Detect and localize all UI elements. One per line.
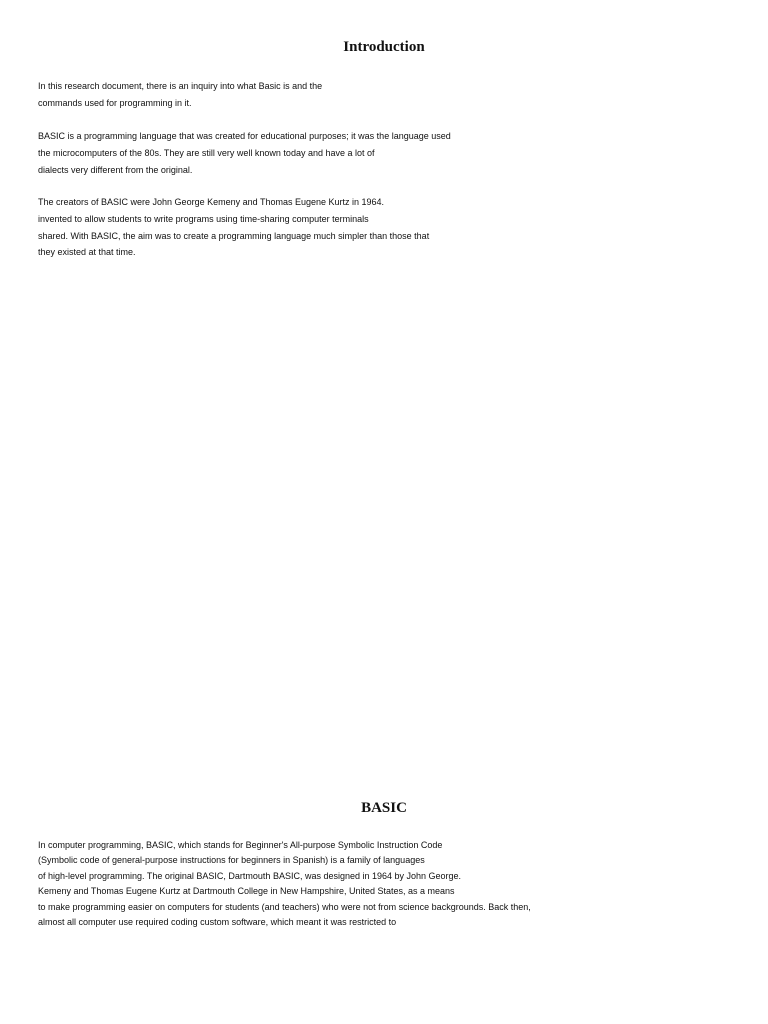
- text-line: almost all computer use required coding custom software, which meant it was restricted to: [38, 917, 397, 928]
- text-line: to make programming easier on computers for students (and teachers) who were not from science backgrounds. Back then,: [38, 901, 531, 912]
- introduction-heading: Introduction: [343, 39, 425, 55]
- intro-paragraph-3: [38, 194, 766, 261]
- text-line: dialects very different from the original.: [38, 164, 193, 175]
- text-line: commands used for programming in it.: [38, 97, 192, 108]
- text-line: of high-level programming. The original BASIC, Dartmouth BASIC, was designed in 1964 by John George.: [38, 870, 462, 881]
- text-line: invented to allow students to write programs using time-sharing computer terminals: [38, 213, 369, 224]
- introduction-body-2: [38, 128, 766, 178]
- text-line: In computer programming, BASIC, which stands for Beginner's All-purpose Symbolic Instruction Code: [38, 840, 443, 850]
- text-line: BASIC is a programming language that was created for educational purposes; it was the language used: [38, 131, 451, 141]
- text-line: (Symbolic code of general-purpose instructions for beginners in Spanish) is a family of languages: [38, 855, 425, 866]
- basic-heading: BASIC: [361, 800, 407, 816]
- text-line: Kemeny and Thomas Eugene Kurtz at Dartmouth College in New Hampshire, United States, as a means: [38, 886, 455, 897]
- text-line: The creators of BASIC were John George Kemeny and Thomas Eugene Kurtz in 1964.: [38, 197, 385, 207]
- text-line: shared. With BASIC, the aim was to create a programming language much simpler than those that: [38, 230, 430, 241]
- intro-paragraph-1: [38, 78, 766, 112]
- text-line: the microcomputers of the 80s. They are still very well known today and have a lot of: [38, 147, 375, 158]
- introduction-body: [38, 78, 766, 112]
- intro-paragraph-2: [38, 128, 766, 178]
- text-line: In this research document, there is an inquiry into what Basic is and the: [38, 81, 323, 91]
- basic-body: [38, 838, 766, 930]
- introduction-body-3: [38, 194, 766, 261]
- basic-paragraph: [38, 838, 766, 930]
- text-line: they existed at that time.: [38, 247, 136, 258]
